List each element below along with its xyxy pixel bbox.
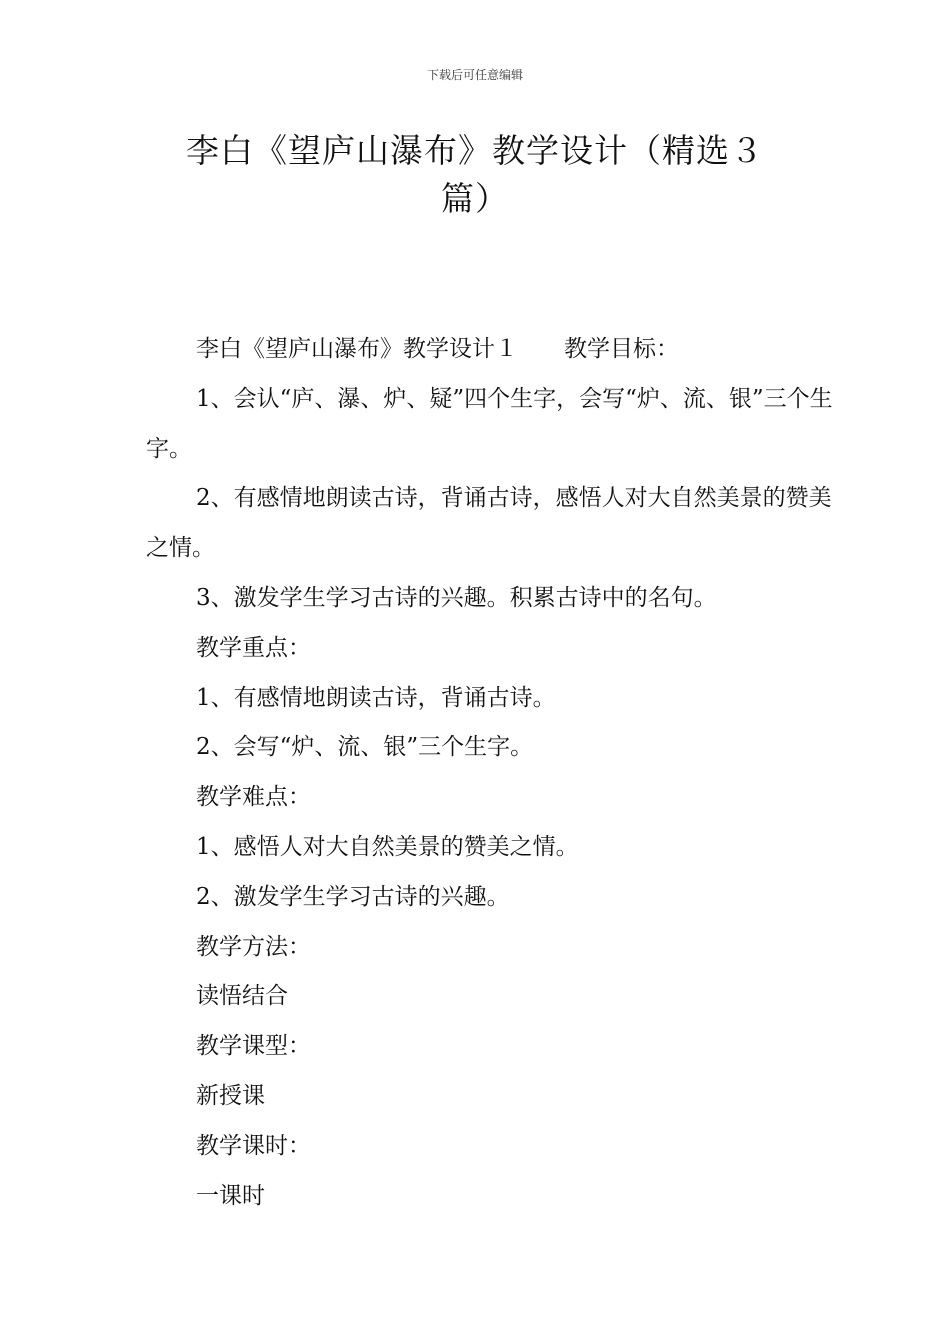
method-heading: 教学方法： [196,933,311,960]
lesson-type-value: 新授课 [196,1082,265,1109]
lesson-hours-value: 一课时 [196,1182,265,1209]
lesson-type-heading: 教学课型： [196,1033,311,1060]
document-body [146,325,836,1221]
objective-2: 2、有感情地朗读古诗，背诵古诗，感悟人对大自然美景的赞美之情。 [146,485,832,562]
lesson-hours-heading: 教学课时： [196,1132,311,1159]
difficulty-1: 1、感悟人对大自然美景的赞美之情。 [196,833,579,860]
document-title [150,127,800,223]
method-value: 读悟结合 [196,983,288,1010]
section-heading: 李白《望庐山瀑布》教学设计１ [196,336,518,362]
key-point-1: 1、有感情地朗读古诗，背诵古诗。 [196,684,556,711]
objective-3: 3、激发学生学习古诗的兴趣。积累古诗中的名句。 [196,584,717,611]
intro-paragraph [146,325,836,375]
objective-1: 1、会认“庐、瀑、炉、疑”四个生字，会写“炉、流、银”三个生字。 [146,385,833,462]
page-header: 下载后可任意编辑 [426,68,523,82]
difficulty-2: 2、激发学生学习古诗的兴趣。 [196,883,510,910]
title-line-2: 篇） [441,179,509,218]
difficulties-heading: 教学难点： [196,784,311,811]
key-points-heading: 教学重点： [196,634,311,661]
key-point-2: 2、会写“炉、流、银”三个生字。 [196,734,534,761]
title-line-1: 李白《望庐山瀑布》教学设计（精选３ [186,131,764,170]
objectives-heading: 教学目标： [564,336,679,362]
